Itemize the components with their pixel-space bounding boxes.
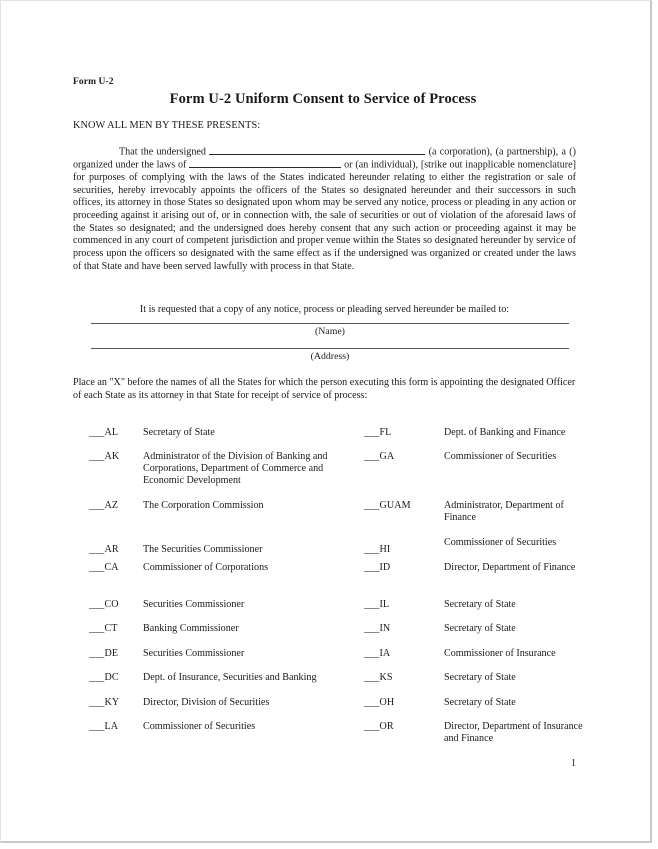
state-checkbox-left-2[interactable]: ___AZ <box>89 500 119 511</box>
state-office-left-4: Commissioner of Corporations <box>143 562 269 573</box>
state-checkbox-left-7[interactable]: ___DE <box>89 648 119 659</box>
state-office-right-1: Commissioner of Securities <box>444 451 557 462</box>
state-office-right-9: Secretary of State <box>444 697 516 708</box>
state-checkbox-right-1[interactable]: ___GA <box>364 451 395 462</box>
recital-body: or (an individual), [strike out inapplicable nomenclature] for purposes of complying with the laws of the States indicated hereunder relating to either the registration or sale of securities, hereby irrevocably appoints the officers of the States so designated hereunder and their successors in such offices, its attorney in those States so designated upon whom may be served any notice, process or pleading in any action or proceeding against it arising out of, or in connection with, the sale of securities or out of violation of the aforesaid laws of the States so designated; and the undersigned does hereby consent that any such action or proceeding against it may be commenced in any court of competent jurisdiction and proper venue within the States so designated hereunder by service of process upon the officers so designated with the same effect as if the undersigned was organized or created under the laws of that State and have been served lawfully with process in that State. <box>73 159 576 272</box>
state-office-left-6: Banking Commissioner <box>143 623 239 634</box>
instruction-text: Place an "X" before the names of all the States for which the person executing this form is appointing the designated Officer of each State as its attorney in that State for receipt of service of process: <box>73 377 576 401</box>
form-code-label: Form U-2 <box>73 77 114 87</box>
state-checkbox-left-10[interactable]: ___LA <box>89 721 119 732</box>
state-checkbox-left-1[interactable]: ___AK <box>89 451 120 462</box>
state-checkbox-right-3[interactable]: ___HI <box>364 544 391 555</box>
state-checkbox-right-7[interactable]: ___IA <box>364 648 391 659</box>
page-number: 1 <box>571 758 576 769</box>
page-title: Form U-2 Uniform Consent to Service of Process <box>169 91 477 107</box>
state-office-left-0: Secretary of State <box>143 427 215 438</box>
state-office-right-6: Secretary of State <box>444 623 516 634</box>
preamble-text: KNOW ALL MEN BY THESE PRESENTS: <box>73 120 261 131</box>
state-office-right-5: Secretary of State <box>444 599 516 610</box>
state-checkbox-left-9[interactable]: ___KY <box>89 697 120 708</box>
mailing-request-text: It is requested that a copy of any notice, process or pleading served hereunder be mailed to: <box>139 304 510 315</box>
page-content <box>1 1 650 841</box>
state-checkbox-right-5[interactable]: ___IL <box>364 599 390 610</box>
state-checkbox-right-6[interactable]: ___IN <box>364 623 391 634</box>
state-office-left-7: Securities Commissioner <box>143 648 245 659</box>
state-office-left-1: Administrator of the Division of Banking and Corporations, Department of Commerce and Economic Development <box>143 451 328 487</box>
state-checkbox-right-2[interactable]: ___GUAM <box>364 500 411 511</box>
state-checkbox-right-0[interactable]: ___FL <box>364 427 392 438</box>
state-office-left-5: Securities Commissioner <box>143 599 245 610</box>
name-caption: (Name) <box>315 326 345 337</box>
state-office-left-9: Director, Division of Securities <box>143 697 270 708</box>
recital-mid: organized under the laws of <box>73 159 187 171</box>
state-office-right-2: Administrator, Department of Finance <box>444 500 564 524</box>
state-office-left-2: The Corporation Commission <box>143 500 264 511</box>
state-checkbox-left-0[interactable]: ___AL <box>89 427 119 438</box>
state-checkbox-right-9[interactable]: ___OH <box>364 697 395 708</box>
state-office-right-3: Commissioner of Securities <box>444 537 557 548</box>
state-office-right-0: Dept. of Banking and Finance <box>444 427 566 438</box>
state-checkbox-right-8[interactable]: ___KS <box>364 672 393 683</box>
state-checkbox-left-6[interactable]: ___CT <box>89 623 118 634</box>
state-checkbox-left-3[interactable]: ___AR <box>89 544 119 555</box>
state-checkbox-right-10[interactable]: ___OR <box>364 721 394 732</box>
state-office-right-7: Commissioner of Insurance <box>444 648 556 659</box>
recital-after-entity: (a corporation), (a partnership), a () <box>428 146 576 158</box>
state-checkbox-left-8[interactable]: ___DC <box>89 672 119 683</box>
state-office-right-4: Director, Department of Finance <box>444 562 576 573</box>
state-office-right-8: Secretary of State <box>444 672 516 683</box>
state-checkbox-left-5[interactable]: ___CO <box>89 599 119 610</box>
state-checkbox-right-4[interactable]: ___ID <box>364 562 391 573</box>
state-office-left-3: The Securities Commissioner <box>143 544 263 555</box>
address-caption: (Address) <box>310 351 350 362</box>
state-office-left-10: Commissioner of Securities <box>143 721 256 732</box>
state-selection-list <box>1 1 650 841</box>
state-office-right-10: Director, Department of Insurance and Finance <box>444 721 583 745</box>
recital-lead: That the undersigned <box>119 146 206 158</box>
state-checkbox-left-4[interactable]: ___CA <box>89 562 119 573</box>
state-office-left-8: Dept. of Insurance, Securities and Banking <box>143 672 317 683</box>
